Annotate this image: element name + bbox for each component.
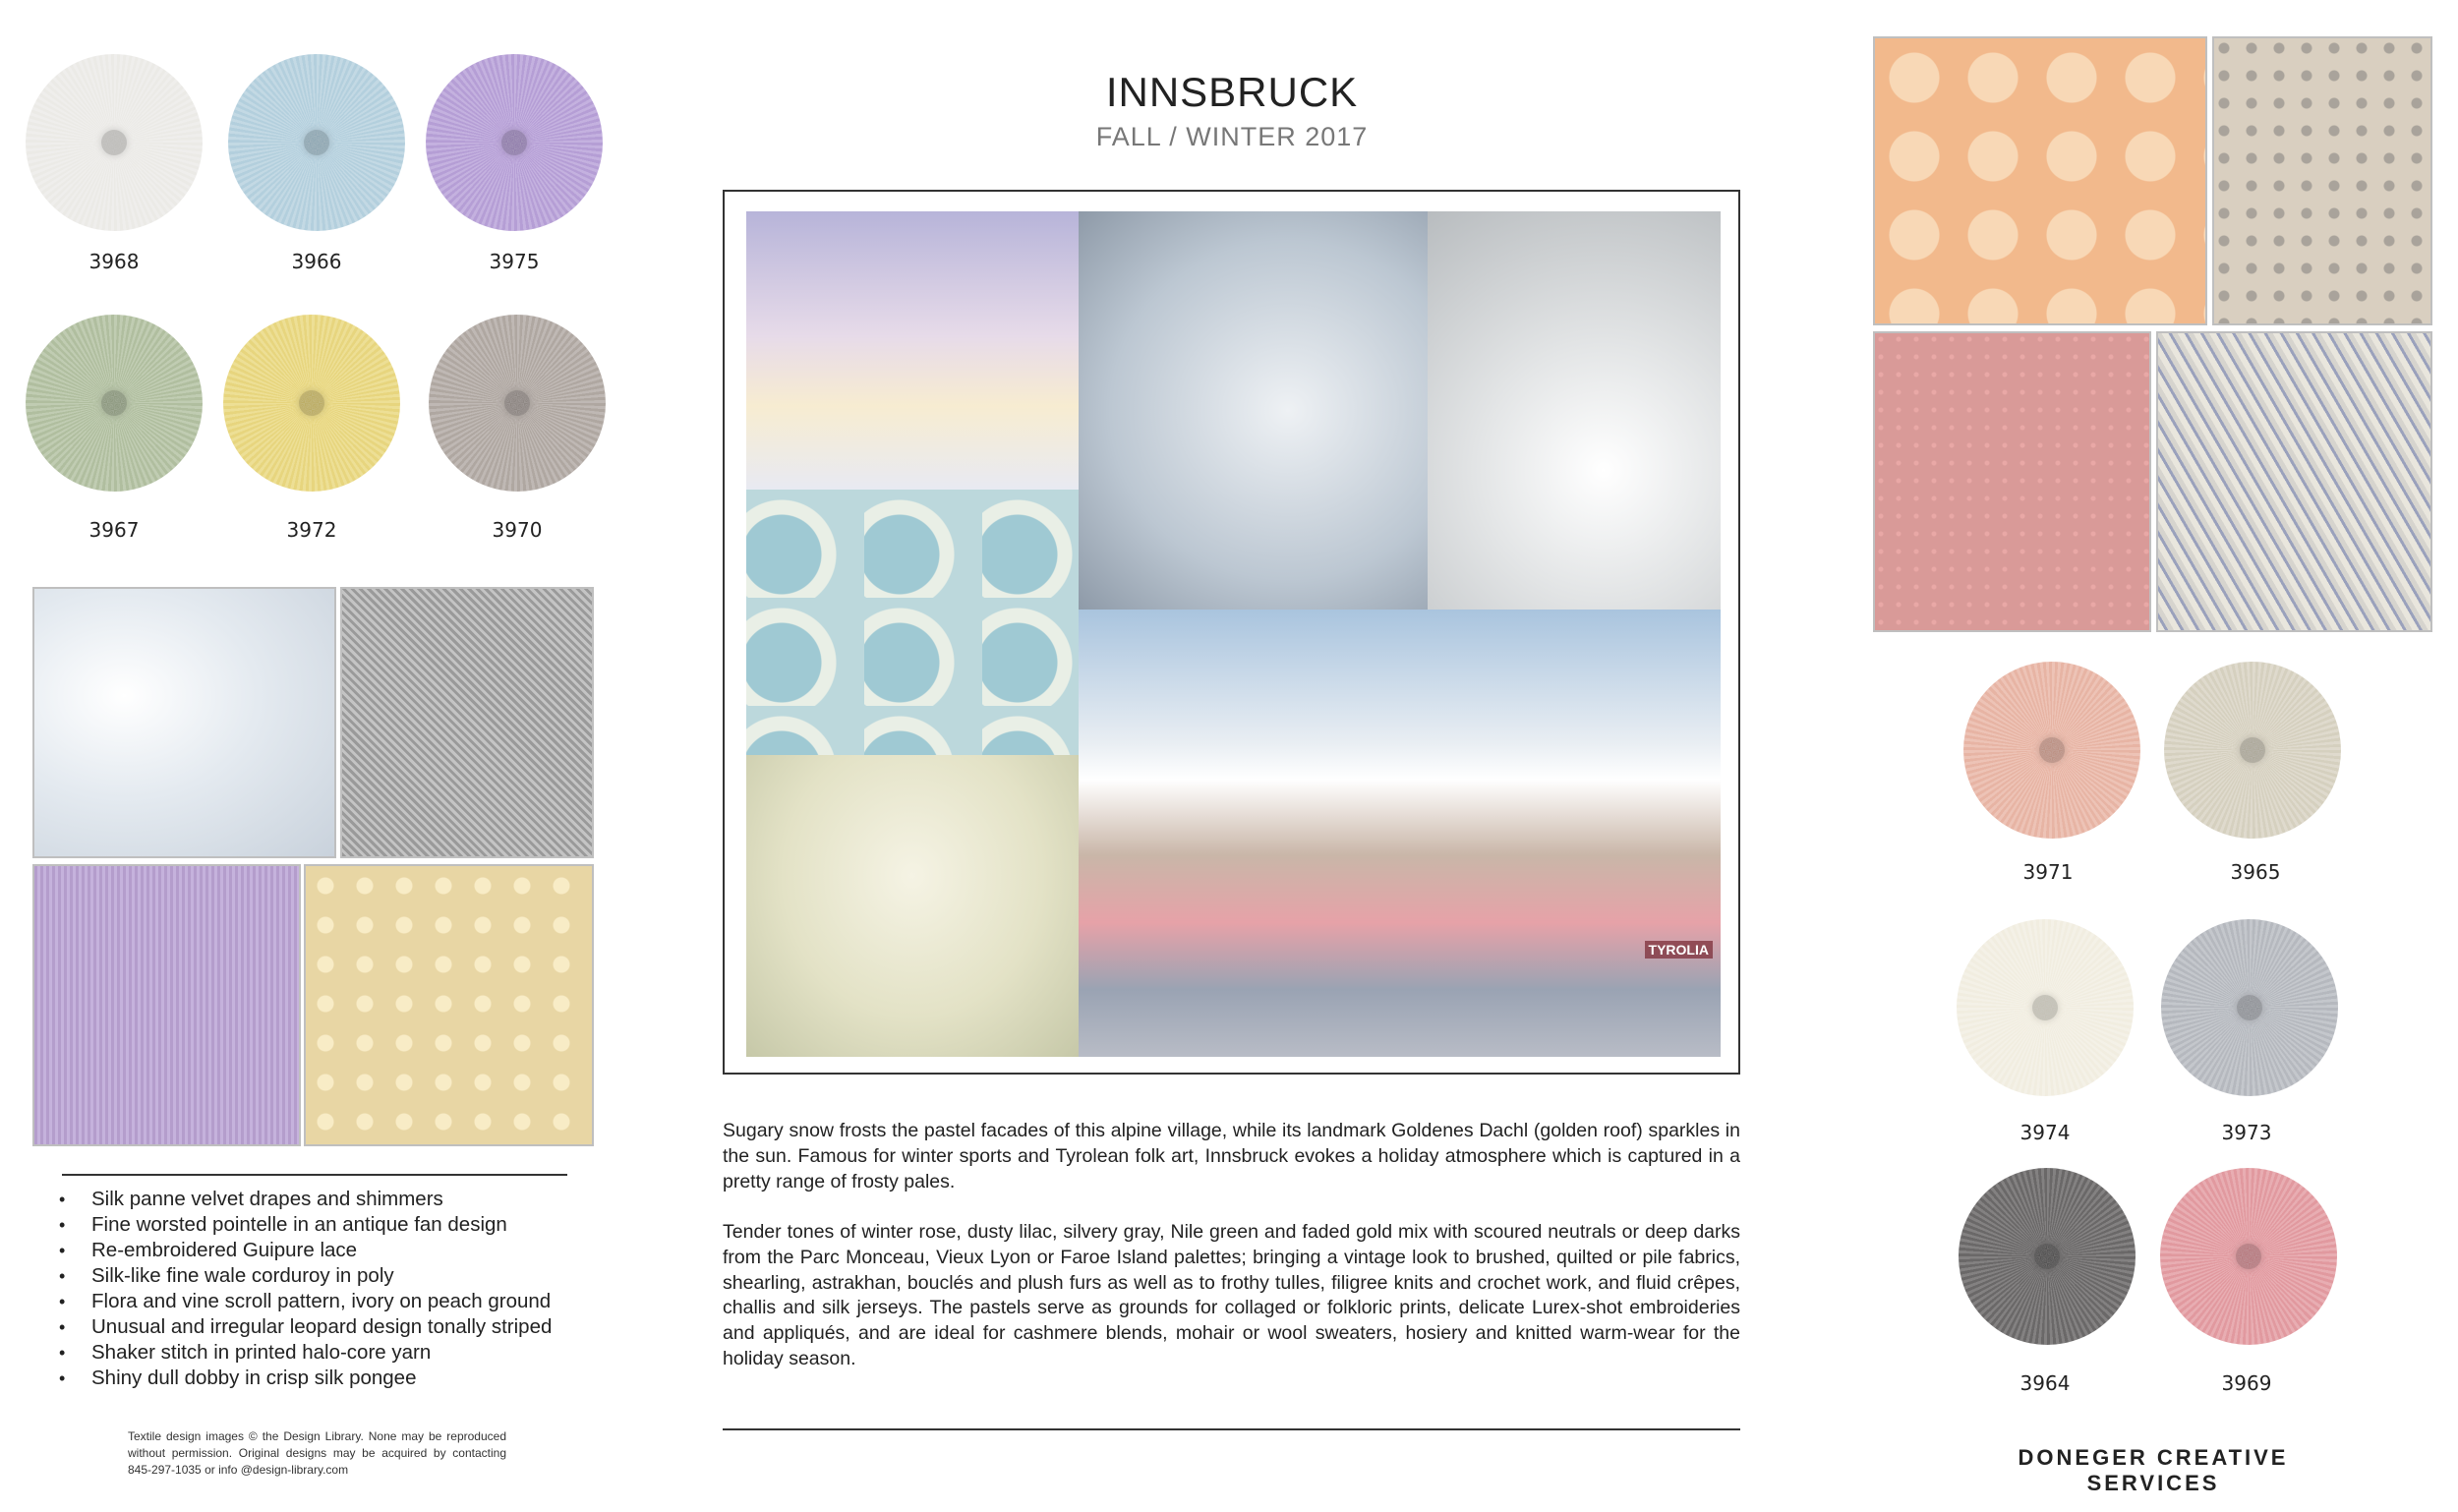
yarn-pompom [1959,1168,2136,1345]
yarn-code: 3972 [286,518,337,542]
copyright-credit: Textile design images © the Design Library. None may be reproduced without permission. Original designs may be acquired by contacting 845-297-1035 or info @design-library.com [128,1429,506,1477]
description-paragraph: Tender tones of winter rose, dusty lilac, silvery gray, Nile green and faded gold mix with scoured neutrals or deep darks from the Parc Monceau, Vieux Lyon or Faroe Island palettes; bringing a vintage look to brushed, quilted or pile fabrics, shearling, astrakhan, bouclés and plush furs as well as to frothy tulles, filigree knits and crochet work, and fluid crêpes, challis and silk jerseys. The pastels serve as grounds for collaged or folkloric prints, delicate Lurex-shot embroideries and appliqués, and are ideal for cashmere blends, mohair or wool sweaters, hosiery and knitted warm-wear for the holiday season. [723,1221,1740,1369]
list-item: • Silk panne velvet drapes and shimmers [59,1187,552,1212]
yarn-code: 3966 [291,250,342,273]
page-subtitle: FALL / WINTER 2017 [1095,122,1369,151]
yarn-pompom [429,315,606,492]
yarn-code: 3971 [2022,860,2074,884]
yarn-pompom [223,315,400,492]
scroll-pattern-swatch [1873,36,2207,325]
yarn-pompom [2164,662,2341,839]
divider-line [62,1174,567,1176]
page-title: INNSBRUCK [1105,69,1359,115]
list-item: • Flora and vine scroll pattern, ivory on peach ground [59,1289,552,1314]
yarn-code: 3967 [88,518,140,542]
intro-paragraph: Sugary snow frosts the pastel facades of this alpine village, while its landmark Goldenes Dachl (golden roof) sparkles in the sun. Famous for winter sports and Tyrolean folk art, Innsbruck evokes a holiday atmosphere which is captured in a pretty range of frosty pales. [723,1120,1740,1192]
yarn-pompom [2161,919,2338,1096]
frost-crystals-photo [1079,211,1428,610]
dobby-swatch [1873,331,2151,632]
corduroy-swatch [32,864,301,1146]
yarn-balls-photo [1428,211,1721,610]
yarn-code: 3970 [492,518,543,542]
snowy-sunset-photo [746,211,1079,490]
yarn-pompom [26,315,203,492]
yarn-code: 3973 [2221,1121,2272,1144]
yarn-code: 3965 [2230,860,2281,884]
leopard-swatch [2212,36,2432,325]
divider-line [723,1428,1740,1430]
yarn-pompom [1963,662,2140,839]
list-item: • Fine worsted pointelle in an antique fan design [59,1212,552,1238]
yarn-pompom [2160,1168,2337,1345]
velvet-swatch [32,587,336,858]
innsbruck-street-photo [1079,610,1721,1057]
shaker-stitch-swatch [2156,331,2432,632]
yarn-code: 3974 [2019,1121,2071,1144]
yarn-pompom [26,54,203,231]
yarn-code: 3975 [489,250,540,273]
list-item: • Re-embroidered Guipure lace [59,1238,552,1263]
pointelle-swatch [340,587,594,858]
list-item: • Shiny dull dobby in crisp silk pongee [59,1366,552,1391]
yarn-pompom [1957,919,2134,1096]
inspiration-collage [723,190,1740,1075]
brand-name: DONEGER CREATIVE SERVICES [2018,1445,2289,1495]
lace-jar-photo [746,755,1079,1057]
yarn-code: 3968 [88,250,140,273]
yarn-code: 3969 [2221,1371,2272,1395]
yarn-pompom [426,54,603,231]
yarn-code: 3964 [2019,1371,2071,1395]
feature-list [59,1187,552,1391]
list-item: • Shaker stitch in printed halo-core yarn [59,1340,552,1366]
ceramic-cups-photo [746,490,1079,755]
yarn-pompom [228,54,405,231]
list-item: • Unusual and irregular leopard design tonally striped [59,1314,552,1340]
list-item: • Silk-like fine wale corduroy in poly [59,1263,552,1289]
street-sign-text: TYROLIA [1645,941,1713,959]
guipure-lace-swatch [304,864,594,1146]
